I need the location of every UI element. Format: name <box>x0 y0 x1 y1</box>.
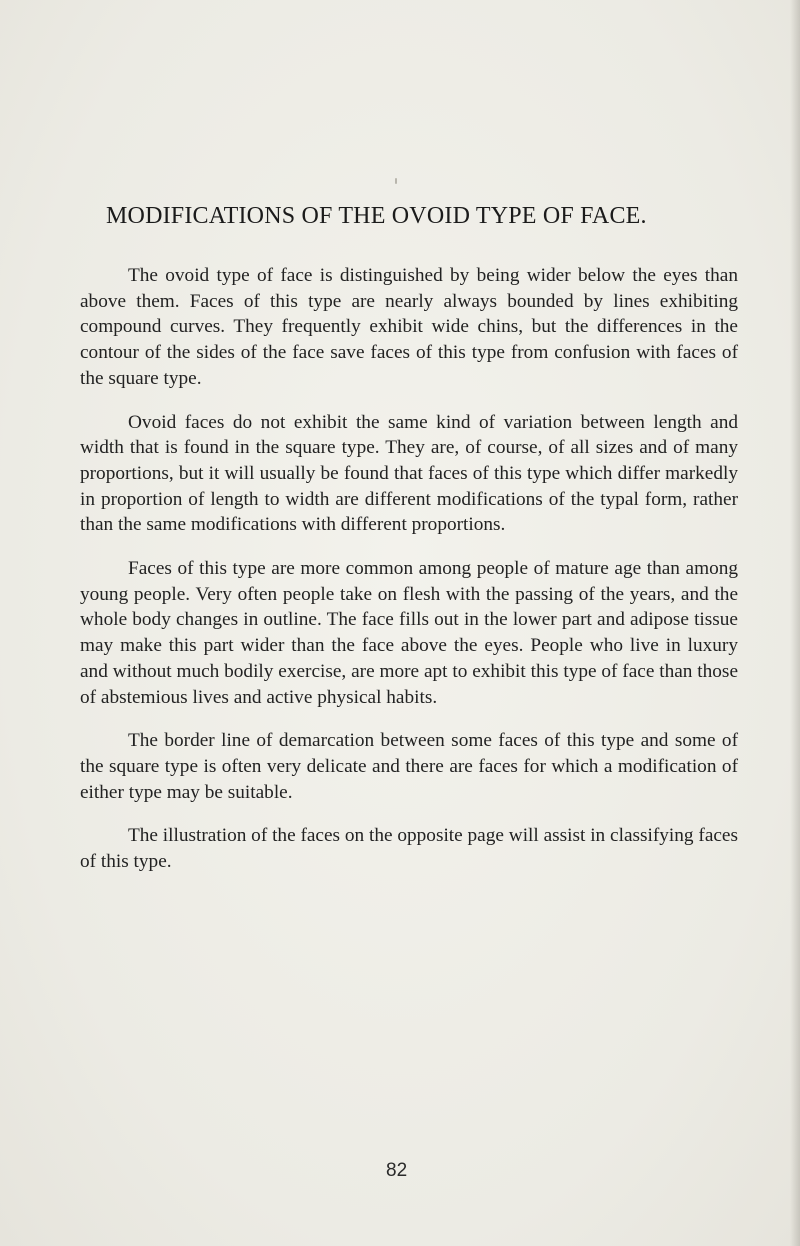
paper-speck <box>395 178 397 184</box>
paragraph: Faces of this type are more common among people of mature age than among young people. Very often people take on flesh with the passing of the years, and the whole body changes in outline. The face fills out in the lower part and adipose tissue may make this part wider than the face above the eyes. People who live in luxury and without much bodily exercise, are more apt to exhibit this type of face than those of abstemious lives and active physical habits. <box>80 558 738 708</box>
paragraph: The illustration of the faces on the opposite page will assist in classifying faces of this type. <box>80 825 738 873</box>
paragraph: Ovoid faces do not exhibit the same kind of variation between length and width that is found in the square type. They are, of course, of all sizes and of many proportions, but it will usually be found that faces of this type which differ markedly in proportion of length to width are different modifications of the typal form, rather than the same modifications with different proportions. <box>80 411 738 536</box>
paragraph: The ovoid type of face is distinguished by being wider below the eyes than above them. Faces of this type are nearly always bounded by lines exhibiting compound curves. They frequently exhibit wide chins, but the differences in the contour of the sides of the face save faces of this type from confusion with faces of the square type. <box>80 265 738 389</box>
body-text <box>80 263 738 893</box>
paragraph: The border line of demarcation between some faces of this type and some of the square type is often very delicate and there are faces for which a modification of either type may be suitable. <box>80 730 738 803</box>
page-title: MODIFICATIONS OF THE OVOID TYPE OF FACE. <box>106 203 647 229</box>
page-edge-shadow <box>790 0 800 1246</box>
page-number: 82 <box>386 1160 408 1181</box>
